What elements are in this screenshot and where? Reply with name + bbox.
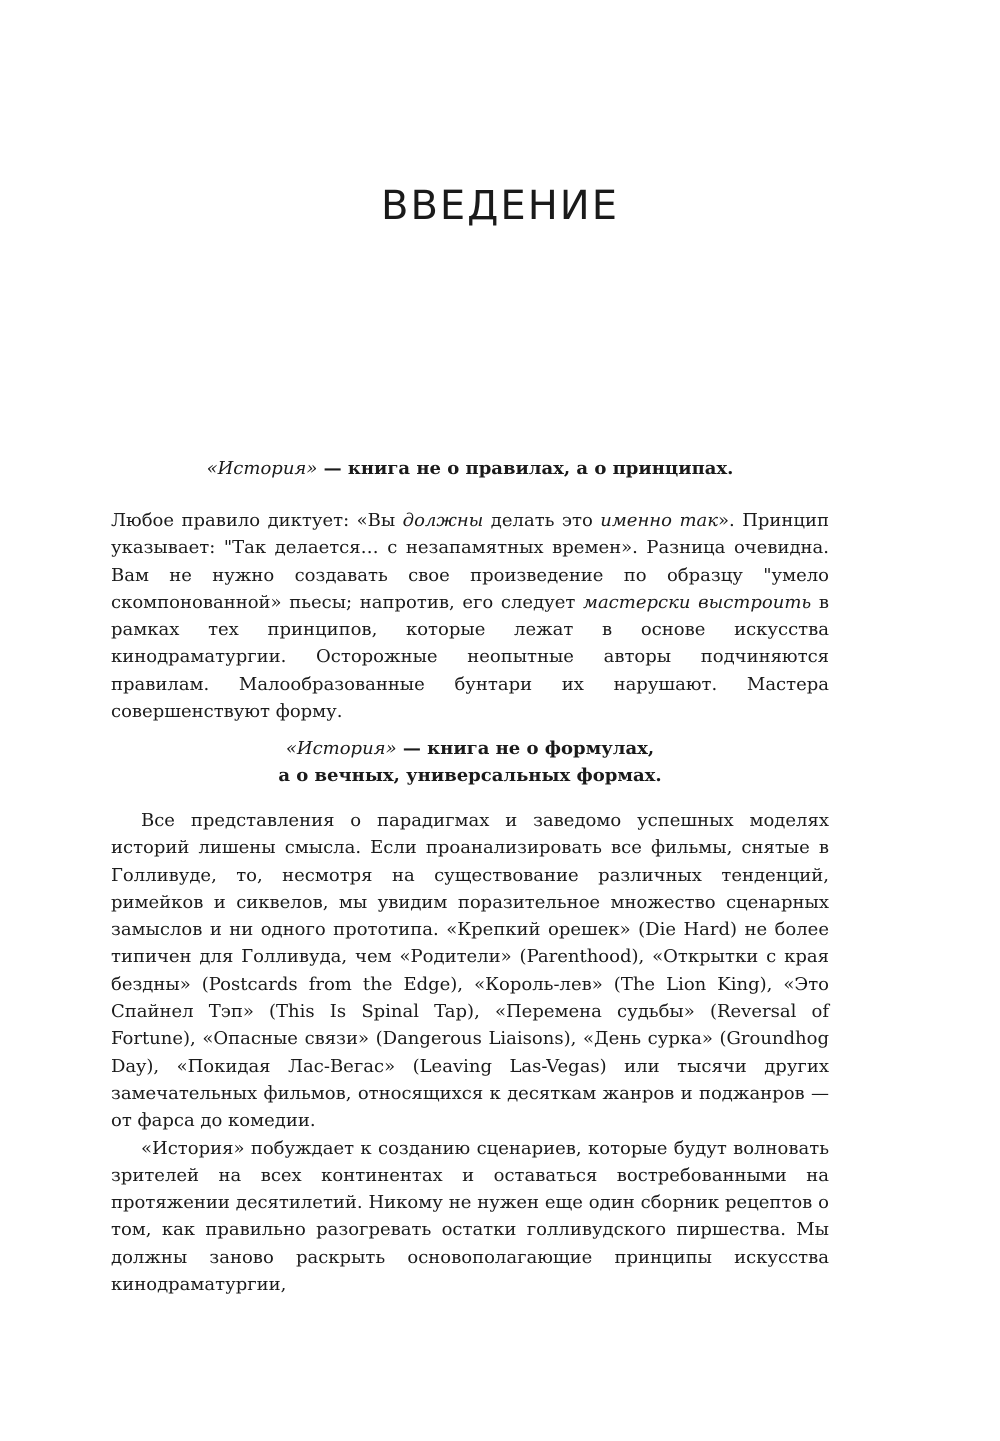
- text-run: делать это: [483, 510, 601, 531]
- epigraph-line: [111, 455, 829, 482]
- italic-run: должны: [402, 510, 484, 531]
- epigraph-book-title: «История»: [285, 738, 397, 759]
- paragraph-paradigms: Все представления о парадигмах и заведомо успешных моделях историй лишены смысла. Если проанализировать все фильмы, снятые в Голливуде, то, несмотря на существование различных тенденций, римейков и сиквелов, мы увидим поразительное множество сценарных замыслов и ни одного прототипа. «Крепкий орешек» (Die Hard) не более типичен для Голливуда, чем «Родители» (Parenthood), «Открытки с края бездны» (Postcards from the Edge), «Король-лев» (The Lion King), «Это Спайнел Тэп» (This Is Spinal Tap), «Перемена судьбы» (Reversal of Fortune), «Опасные связи» (Dangerous Liaisons), «День сурка» (Groundhog Day), «Покидая Лас-Вегас» (Leaving Las-Vegas) или тысячи других замечательных фильмов, относящихся к десяткам жанров и поджанров — от фарса до комедии.: [111, 810, 829, 1132]
- epigraph-forms: [111, 735, 829, 790]
- body-text: [111, 807, 829, 1298]
- epigraph-rules: [111, 455, 829, 482]
- text-run: ». Принцип указывает: "Так делается… с незапамятных времен». Разница очевидна. Вам не нужно создавать свое произведение по образцу "умело скомпонованной» пьесы; напротив, его следует: [111, 510, 829, 613]
- epigraph-line: [111, 735, 829, 762]
- italic-run: именно так: [600, 510, 719, 531]
- epigraph-text: — книга не о формулах,: [396, 738, 655, 759]
- paragraph-story-purpose: «История» побуждает к созданию сценариев, которые будут волновать зрителей на всех континентах и оставаться востребованными на протяжении десятилетий. Никому не нужен еще один сборник рецептов о том, как правильно разогревать остатки голливудского пиршества. Мы должны заново раскрыть основополагающие принципы искусства кинодраматургии,: [111, 1137, 829, 1296]
- epigraph-line: а о вечных, универсальных формах.: [278, 765, 662, 787]
- italic-run: мастерски выстроить: [583, 591, 812, 613]
- epigraph-text: — книга не о правилах, а о принципах.: [317, 458, 734, 479]
- epigraph-book-title: «История»: [206, 458, 318, 479]
- paragraph-rules-principles: [111, 507, 829, 725]
- text-run: Любое правило диктует: «Вы: [111, 510, 403, 531]
- paragraph: [111, 507, 829, 725]
- text-run: в рамках тех принципов, которые лежат в основе искусства кинодраматургии. Осторожные неопытные авторы подчиняются правилам. Малообразованные бунтари их нарушают. Мастера совершенствуют форму.: [111, 591, 829, 723]
- chapter-title: ВВЕДЕНИЕ: [381, 183, 619, 229]
